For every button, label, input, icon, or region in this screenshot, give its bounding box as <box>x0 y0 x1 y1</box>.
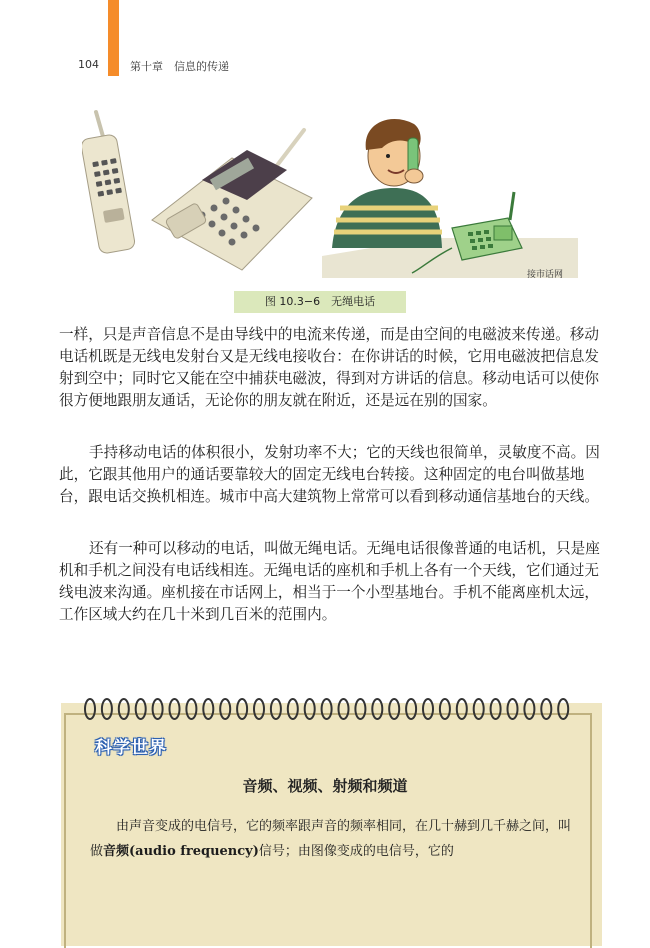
spiral-ring <box>389 699 399 719</box>
spiral-ring <box>491 699 501 719</box>
spiral-ring <box>508 699 518 719</box>
page-number: 104 <box>78 58 99 71</box>
spiral-ring <box>541 699 551 719</box>
body-paragraph: 还有一种可以移动的电话，叫做无绳电话。无绳电话很像普通的电话机，只是座机和手机之间没有电话线相连。无绳电话的座机和手机上各有一个天线，它们通过无线电波来沟通。座机接在市话网上，相当于一个小型基地台。手机不能离座机太远，工作区域大约在几十米到几百米的范围内。 <box>59 540 600 623</box>
spiral-ring <box>355 699 365 719</box>
chapter-tab-marker <box>108 0 119 76</box>
spiral-ring <box>203 699 213 719</box>
figure-caption: 图 10.3−6 无绳电话 <box>234 291 406 313</box>
spiral-ring <box>220 699 230 719</box>
spiral-ring <box>440 699 450 719</box>
spiral-ring <box>153 699 163 719</box>
spiral-ring <box>119 699 129 719</box>
spiral-ring <box>170 699 180 719</box>
body-paragraph: 一样，只是声音信息不是由导线中的电流来传递，而是由空间的电磁波来传递。移动电话机既是无线电发射台又是无线电接收台：在你讲话的时候，它用电磁波把信息发射到空中；同时它又能在空中捕获电磁波，得到对方讲话的信息。移动电话可以使你很方便地跟朋友通话，无论你的朋友就在附近，还是远在别的国家。 <box>59 326 599 409</box>
notebook-text <box>90 814 582 864</box>
body-paragraph: 手持移动电话的体积很小，发射功率不大；它的天线也很简单，灵敏度不高。因此，它跟其他用户的通话要靠较大的固定无线电台转接。这种固定的电台叫做基地台，跟电话交换机相连。城市中高大建筑物上常常可以看到移动通信基地台的天线。 <box>59 444 600 505</box>
spiral-ring <box>237 699 247 719</box>
spiral-ring <box>136 699 146 719</box>
science-world-badge: 科学世界 <box>95 738 167 758</box>
spiral-ring <box>271 699 281 719</box>
chapter-title: 第十章 信息的传递 <box>130 60 229 73</box>
notebook-spiral-binding <box>82 697 572 723</box>
spiral-ring <box>558 699 568 719</box>
spiral-ring <box>423 699 433 719</box>
cordless-phone-photo <box>82 100 322 280</box>
spiral-ring <box>339 699 349 719</box>
spiral-ring <box>85 699 95 719</box>
spiral-ring <box>372 699 382 719</box>
notebook-title: 音频、视频、射频和频道 <box>242 777 408 795</box>
spiral-ring <box>102 699 112 719</box>
notebook-text-part: 由声音变成的电信号，它的频率跟声音的频率相同，在几十赫到几千赫之间，叫做 <box>90 819 572 859</box>
spiral-ring <box>457 699 467 719</box>
notebook-text-part: 信号；由图像变成的电信号，它的 <box>258 844 454 859</box>
audio-frequency-term: 音频(audio frequency) <box>103 844 259 859</box>
spiral-ring <box>305 699 315 719</box>
spiral-ring <box>406 699 416 719</box>
man-on-phone-illustration <box>322 108 578 278</box>
spiral-ring <box>288 699 298 719</box>
spiral-ring <box>524 699 534 719</box>
spiral-ring <box>322 699 332 719</box>
spiral-ring <box>186 699 196 719</box>
spiral-ring <box>474 699 484 719</box>
spiral-ring <box>254 699 264 719</box>
figure-credit: 接市话网 <box>527 270 564 280</box>
